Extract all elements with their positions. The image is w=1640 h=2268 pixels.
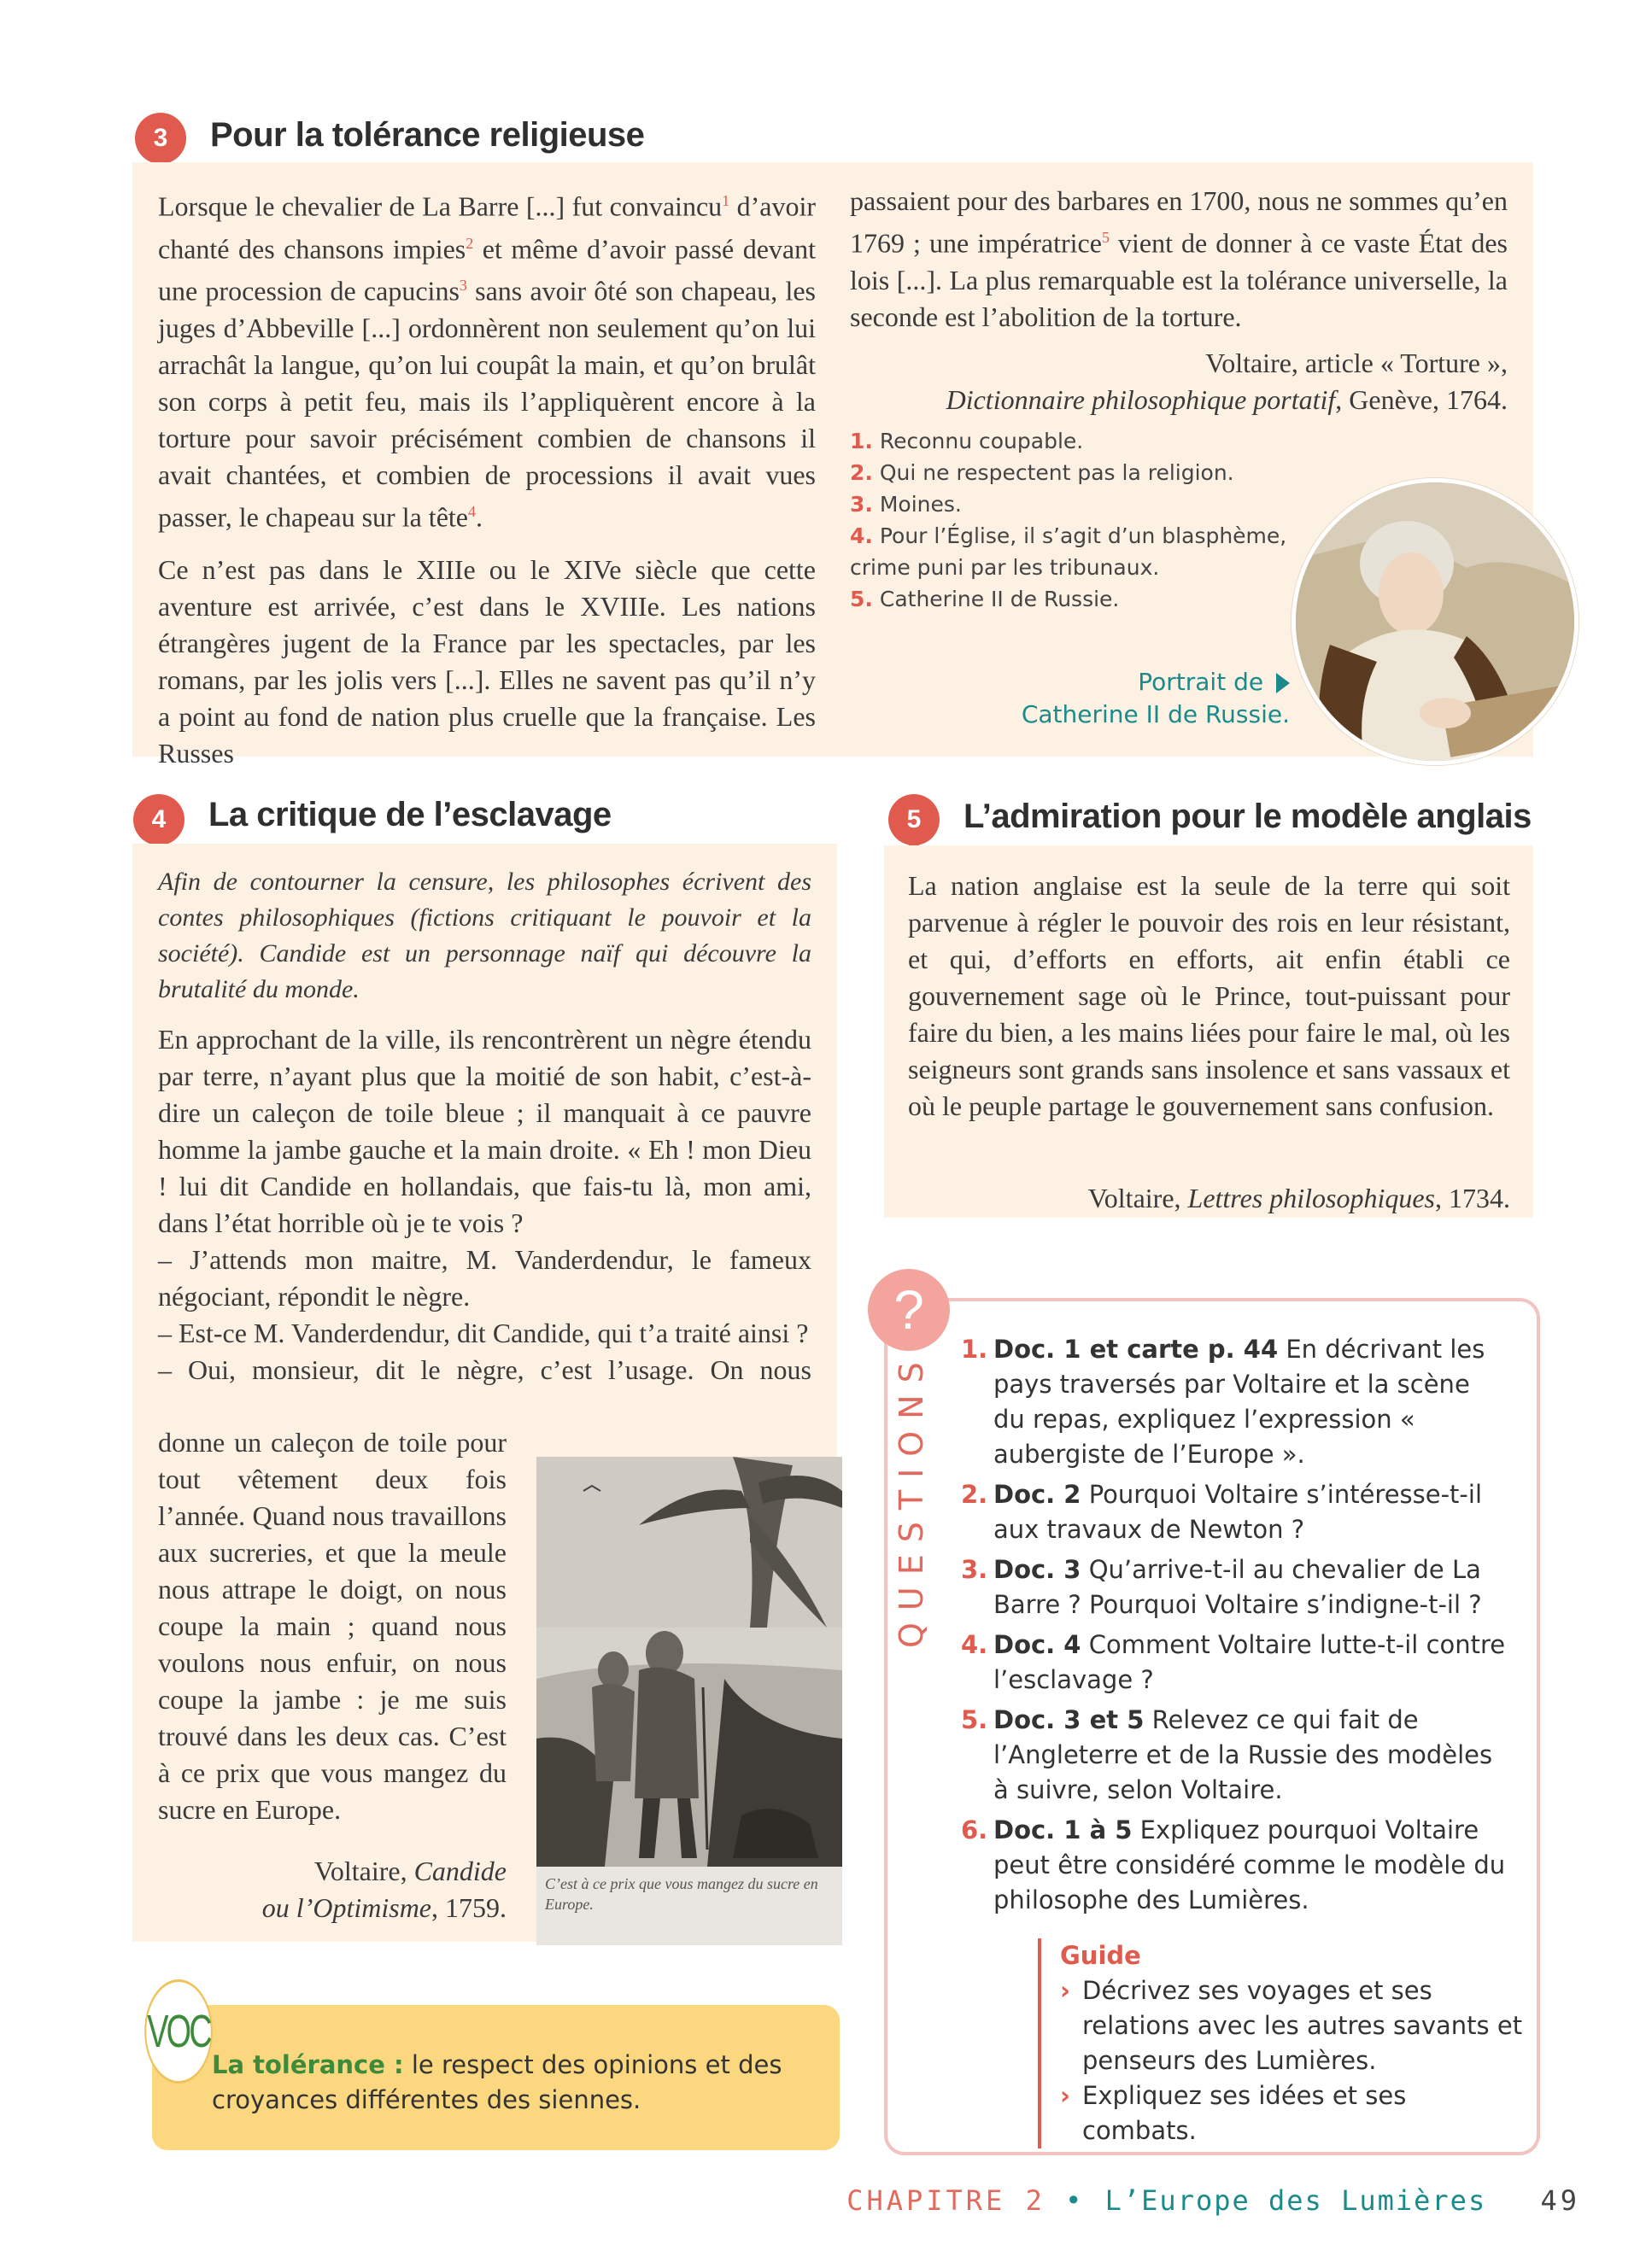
- section-3-left-column: [158, 183, 816, 772]
- guide-chevron-icon: ›: [1060, 2081, 1070, 2110]
- footer-bullet: •: [1065, 2184, 1086, 2217]
- section-4-reply-3: – Oui, monsieur, dit le nègre, c’est l’usage. On nous: [158, 1354, 811, 1385]
- questions-mark: ?: [868, 1269, 950, 1351]
- section-4-intro: Afin de contourner la censure, les philosophes écrivent des contes philosophiques (fictions critiquant le pouvoir et la société). Candide est un personnage naïf qui découvre la brutalité du monde.: [158, 868, 811, 1003]
- section-5-title: L’admiration pour le modèle anglais: [964, 798, 1532, 835]
- section-5-source: Voltaire, Lettres philosophiques, 1734.: [1087, 1183, 1510, 1213]
- section-4-source-line-1: Voltaire, Candide: [313, 1856, 507, 1886]
- voc-definition: La tolérance : le respect des opinions et des croyances différentes des siennes.: [212, 2050, 782, 2114]
- footnote-3: 3. Moines.: [850, 492, 962, 517]
- section-4-source-line-2: ou l’Optimisme, 1759.: [261, 1892, 507, 1923]
- question-5: 5. Doc. 3 et 5 Relevez ce qui fait de l’Angleterre et de la Russie des modèles à suivre, selon Voltaire.: [961, 1705, 1493, 1804]
- guide-chevron-icon: ›: [1060, 1976, 1070, 2005]
- page-footer: [846, 2184, 1580, 2217]
- question-1: 1. Doc. 1 et carte p. 44 En décrivant les pays traversés par Voltaire et la scène du repas, expliquez l’expression « aubergiste de l’Europe ».: [961, 1335, 1485, 1469]
- footer-chapter: CHAPITRE 2: [846, 2184, 1046, 2217]
- guide-item-1: › Décrivez ses voyages et ses relations avec les autres savants et penseurs des Lumières.: [1060, 1973, 1526, 2078]
- guide-item-2: › Expliquez ses idées et ses combats.: [1060, 2078, 1526, 2148]
- portrait-caption-line-2: Catherine II de Russie.: [1021, 700, 1290, 728]
- section-3-source: [850, 345, 1508, 418]
- question-2: 2. Doc. 2 Pourquoi Voltaire s’intéresse-t-il aux travaux de Newton ?: [961, 1480, 1483, 1544]
- section-3-paragraph-1: Lorsque le chevalier de La Barre [...] fut convaincu$^1$ d’avoir chanté des chansons impies$^2$ et même d’avoir passé devant une procession de capucins$^3$ sans avoir ôté son chapeau, les juges d’Abbeville [...] ordonnèrent non seulement qu’on lui arrachât la langue, qu’on lui coupât la main, et qu’on brulât son corps à petit feu, mais ils l’appliquèrent encore à la torture pour savoir précisément combien de chansons il avait chantées, et combien de processions il avait vues passer, le chapeau sur la tête$^4$.: [158, 190, 817, 533]
- question-4: 4. Doc. 4 Comment Voltaire lutte-t-il contre l’esclavage ?: [961, 1630, 1506, 1694]
- section-5-text: La nation anglaise est la seule de la terre qui soit parvenue à régler le pouvoir des rois en leur résistant, et qui, d’efforts en efforts, ait enfin établi ce gouvernement sage où le Prince, tout-puissant pour faire du bien, a les mains liées pour faire le mal, où les seigneurs sont grands sans insolence et sans vassaux et où le peuple partage le gouvernement sans confusion.: [908, 870, 1510, 1121]
- section-4-source: [158, 1853, 507, 1926]
- engraving-drawing: [536, 1457, 842, 1867]
- section-4-badge: 4: [133, 794, 184, 845]
- questions-label: QUESTIONS: [893, 1350, 930, 1648]
- portrait-caption-line-1: Portrait de: [1008, 666, 1290, 699]
- voc-tag: VOC: [144, 1979, 213, 2084]
- section-4-narrow-text: donne un caleçon de toile pour tout vêtement deux fois l’année. Quand nous travaillons aux sucreries, et que la meule nous attrape le doigt, on nous coupe la main ; quand nous voulons nous enfuir, on nous coupe la jambe : je me suis trouvé dans les deux cas. C’est à ce prix que vous mangez du sucre en Europe.: [158, 1427, 507, 1825]
- question-3: 3. Doc. 3 Qu’arrive-t-il au chevalier de La Barre ? Pourquoi Voltaire s’indigne-t-il ?: [961, 1555, 1482, 1619]
- section-5-badge: 5: [888, 794, 940, 845]
- page-number: 49: [1540, 2184, 1580, 2217]
- footnote-1: 1. Reconnu coupable.: [850, 429, 1084, 453]
- footnote-4: 4. Pour l’Église, il s’agit d’un blasphème, crime puni par les tribunaux.: [850, 523, 1287, 580]
- guide-title: Guide: [1060, 1941, 1141, 1970]
- footer-title: L’Europe des Lumières: [1104, 2184, 1487, 2217]
- voc-term: La tolérance :: [212, 2050, 404, 2079]
- guide-block: [1038, 1938, 1526, 2148]
- section-3-source-line-2: Dictionnaire philosophique portatif, Genève, 1764.: [946, 384, 1508, 415]
- catherine-portrait: [1292, 478, 1578, 765]
- portrait-caption: [1008, 666, 1290, 731]
- portrait-drawing: [1296, 482, 1574, 761]
- section-4-text: [158, 1021, 811, 1388]
- section-3-badge: 3: [135, 113, 186, 164]
- footnote-5: 5. Catherine II de Russie.: [850, 587, 1120, 611]
- section-4-reply-2: – Est-ce M. Vanderdendur, dit Candide, qui t’a traité ainsi ?: [158, 1318, 809, 1348]
- section-4-reply-1: – J’attends mon maitre, M. Vanderdendur, le fameux négociant, répondit le nègre.: [158, 1244, 811, 1312]
- section-3-paragraph-2: Ce n’est pas dans le XIIIe ou le XIVe siècle que cette aventure est arrivée, c’est dans le XVIIIe. Les nations étrangères jugent de la France par les spectacles, par les romans, par les jolis vers [...]. Elles ne savent pas qu’il n’y a point au fond de nation plus cruelle que la française. Les Russes: [158, 553, 816, 769]
- section-3-title: Pour la tolérance religieuse: [210, 116, 645, 154]
- section-3-paragraph-3: passaient pour des barbares en 1700, nous ne sommes qu’en 1769 ; une impératrice$^5$ vient de donner à ce vaste État des lois [...]. La plus remarquable est la tolérance universelle, la seconde est l’abolition de la torture.: [850, 185, 1508, 332]
- section-4-title: La critique de l’esclavage: [208, 796, 612, 833]
- footnote-2: 2. Qui ne respectent pas la religion.: [850, 460, 1234, 485]
- caption-arrow-icon: [1276, 673, 1290, 693]
- section-4-paragraph: En approchant de la ville, ils rencontrèrent un nègre étendu par terre, n’ayant plus que la moitié de son habit, c’est-à-dire un caleçon de toile bleue ; il manquait à ce pauvre homme la jambe gauche et la main droite. « Eh ! mon Dieu ! lui dit Candide en hollandais, que fais-tu là, mon ami, dans l’état horrible où je te vois ?: [158, 1024, 811, 1238]
- engraving-caption: C’est à ce prix que vous mangez du sucre en Europe.: [545, 1875, 818, 1913]
- candide-engraving: [536, 1457, 842, 1945]
- section-3-source-line-1: Voltaire, article « Torture »,: [1205, 348, 1508, 378]
- section-3-right-column: [850, 183, 1508, 336]
- question-6: 6. Doc. 1 à 5 Expliquez pourquoi Voltaire peut être considéré comme le modèle du philosophe des Lumières.: [961, 1815, 1506, 1914]
- questions-list: [961, 1332, 1508, 1923]
- section-3-footnotes: [850, 425, 1294, 615]
